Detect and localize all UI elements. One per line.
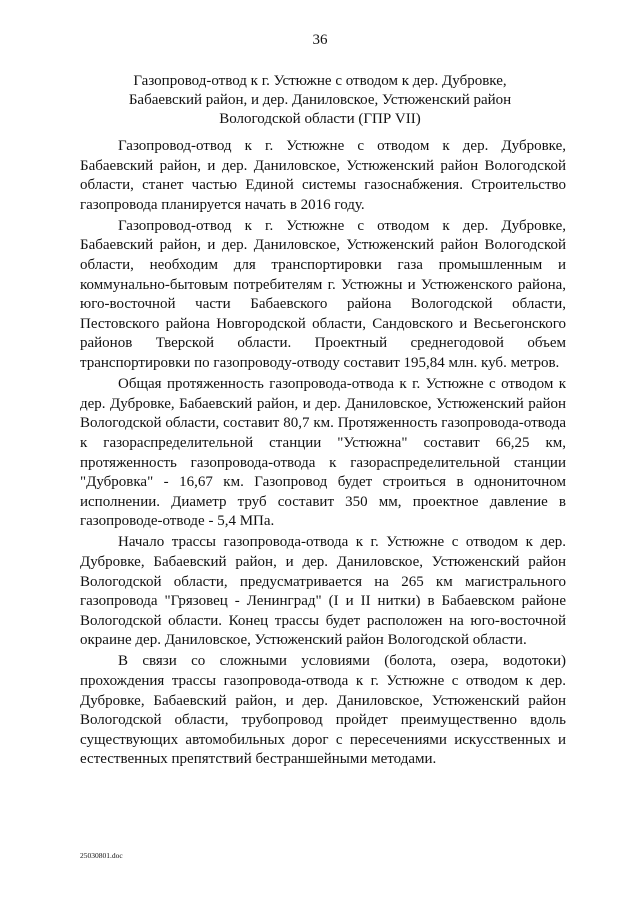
heading-line-1: Газопровод-отвод к г. Устюжне с отводом к дер. Дубровке, <box>133 73 507 89</box>
paragraph-5: В связи со сложными условиями (болота, озера, водотоки) прохождения трассы газопровода-отвода к г. Устюжне с отводом к дер. Дубровке, Бабаевский район, и дер. Даниловское, Устюженский район Вологодской области, трубопровод пройдет преимущественно вдоль существующих автомобильных дорог с пересечениями искусственных и естественных препятствий бестраншейными методами. <box>80 653 566 768</box>
heading-line-3: Вологодской области (ГПР VII) <box>219 111 421 127</box>
heading-line-2: Бабаевский район, и дер. Даниловское, Устюженский район <box>128 92 512 108</box>
document-filename: 25030801.doc <box>80 851 123 860</box>
paragraph-2: Газопровод-отвод к г. Устюжне с отводом к дер. Дубровке, Бабаевский район, и дер. Даниловское, Устюженский район Вологодской области, необходим для транспортировки газа промышленным и коммунально-бытовым потребителям г. Устюжны и Устюженского района, юго-восточной части Бабаевского района Вологодской области, Пестовского района Новгородской области, Сандовского и Весьегонского районов Тверской области. Проектный среднегодовой объем транспортировки по газопроводу-отводу составит 195,84 млн. куб. метров. <box>80 217 566 372</box>
paragraph-4: Начало трассы газопровода-отвода к г. Устюжне с отводом к дер. Дубровке, Бабаевский район, и дер. Даниловское, Устюженский район Вологодской области, предусматривается на 265 км магистрального газопровода "Грязовец - Ленинград" (I и II нитки) в Бабаевском районе Вологодской области. Конец трассы будет расположен на юго-восточной окраине дер. Даниловское, Устюженский район Вологодской области. <box>80 534 566 649</box>
paragraph-1: Газопровод-отвод к г. Устюжне с отводом к дер. Дубровке, Бабаевский район, и дер. Даниловское, Устюженский район Вологодской области, станет частью Единой системы газоснабжения. Строительство газопровода планируется начать в 2016 году. <box>80 138 566 213</box>
section-heading <box>70 72 570 129</box>
page-number: 36 <box>312 32 328 48</box>
paragraph-3: Общая протяженность газопровода-отвода к г. Устюжне с отводом к дер. Дубровке, Бабаевский район, и дер. Даниловское, Устюженский район Вологодской области, составит 80,7 км. Протяженность газопровода-отвода к газораспределительной станции "Устюжна" составит 66,25 км, протяженность газопровода-отвода к газораспределительной станции "Дубровка" - 16,67 км. Газопровод будет строиться в однониточном исполнении. Диаметр труб составит 350 мм, проектное давление в газопроводе-отводе - 5,4 МПа. <box>80 376 566 530</box>
body-text <box>80 137 566 772</box>
